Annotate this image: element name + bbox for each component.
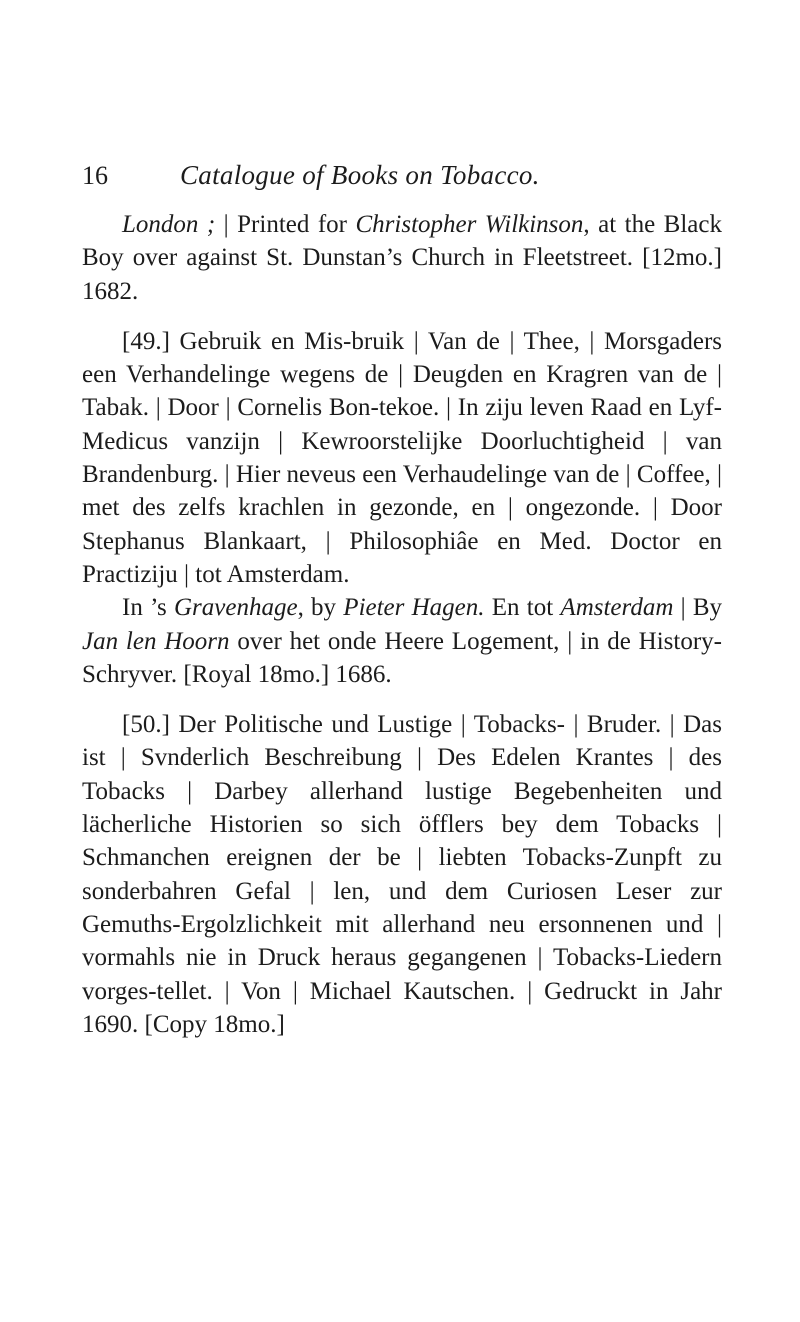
entry-text (82, 708, 722, 1041)
catalogue-entry-50 (82, 708, 722, 1041)
text-segment: London ; (122, 211, 216, 238)
entry-continuation (82, 208, 722, 308)
text-segment: | Printed for (215, 211, 356, 238)
text-segment: , by (297, 594, 344, 622)
text-segment: [49.] Gebruik en Mis-bruik | Van de | Thee, | Morsgaders een Verhandelinge wegens de | Deugden en Kragren van de | Tabak. | Door | Cornelis Bon-tekoe. | In ziju leven Raad en Lyf-Medicus vanzijn | Kewroorstelijke Doorluchtigheid | van Brandenburg. | Hier neveus een Verhaudelinge van de | Coffee, | met des zelfs krachlen in gezonde, en | ongezonde. | Door Stephanus Blankaart, | Philosophiâe en Med. Doctor en Practiziju | tot Amsterdam. (82, 327, 722, 588)
text-segment: [50.] Der Politische und Lustige | Tobacks- | Bruder. | Das ist | Svnderlich Beschreibung | Des Edelen Krantes | des Tobacks | Darbey allerhand lustige Begebenheiten und lächerliche Historien so sich öfflers bey dem Tobacks | Schmanchen ereignen der be | liebten Tobacks-Zunpft zu sonderbahren Gefal | len, und dem Curiosen Leser zur Gemuths-Ergolzlichkeit mit allerhand neu ersonnenen und | vormahls nie in Druck heraus gegangenen | Tobacks-Liedern vorges-tellet. | Von | Michael Kautschen. | Gedruckt in Jahr 1690. [Copy 18mo.] (82, 711, 722, 1038)
text-segment: Christopher Wilkinson (355, 211, 584, 238)
text-segment: Amsterdam (560, 594, 674, 622)
text-segment: In ’s (122, 594, 174, 622)
book-page (82, 160, 722, 1041)
text-segment: Pieter Hagen. (343, 594, 485, 622)
entry-text (82, 325, 722, 591)
running-head (82, 160, 722, 204)
entry-imprint (82, 591, 722, 691)
page-number: 16 (82, 161, 108, 190)
text-segment: | By (673, 594, 723, 622)
catalogue-entry-49 (82, 325, 722, 691)
text-segment: Gravenhage (173, 594, 298, 622)
running-title: Catalogue of Books on Tobacco. (180, 160, 540, 190)
entry-text (82, 208, 722, 308)
text-segment: En tot (484, 594, 561, 622)
text-segment: , at the Black Boy over against St. Dunstan’s Church in Fleetstreet. [12mo.] 1682. (82, 211, 722, 305)
text-segment: over het onde Heere Logement, | in de History-Schryver. [Royal 18mo.] 1686. (82, 627, 723, 688)
text-segment: Jan len Hoorn (82, 627, 230, 655)
